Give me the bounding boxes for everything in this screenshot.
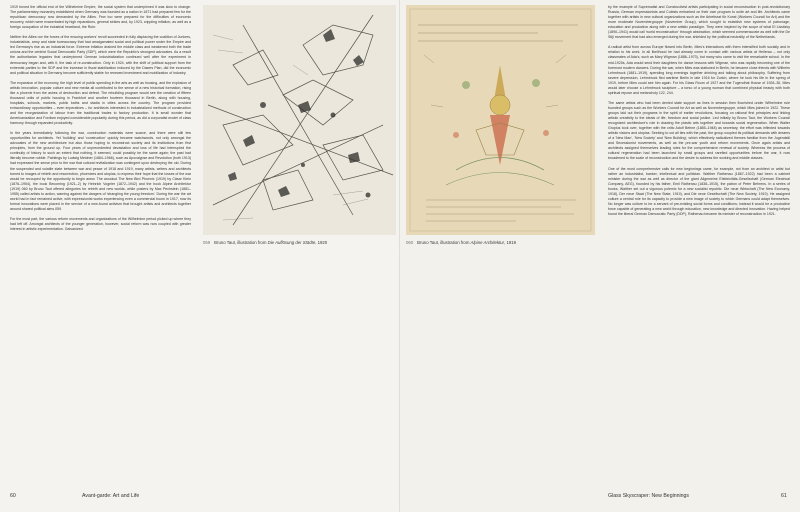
right-text-column xyxy=(608,5,790,482)
right-page xyxy=(400,0,800,512)
paragraph: A radical artist from across Europe flowed into Berlin, Mies's interactions with them intensified both socially and in relation to his work. In all likelihood he had already come in contact with various artists at Hellerau – not only classmates of Ada's, such as Mary Wigman (1886–1973), but many who came to visit the remarkable school. In the mid-1920s, Ada would send their daughters for dance lessons with Wigman, who was rapidly becoming one of the foremost modern dancers. During the war, when Mies was stationed in Berlin, he became close friends with Wilhelm Lehmbruck (1881–1919), spending long evenings together drinking and talking about philosophy. Suffering from severe depression, Lehmbruck fled wartime Berlin in late 1916 for Zurich, where he took his life in the spring of 1919, before Mies could see him again. For his Glass Room of 1927 and the Tugendhat House of 1928–30, Mies would later choose a Lehmbruck sculpture – a torso of a young woman that combined physical beauty with both spiritual repose and melancholy 122, 244. xyxy=(608,45,790,95)
paragraph: by the example of Suprematist and Constructivist artists participating in social reconstruction in post-revolutionary Russia, German expressionists and Cubists embarked on their own program to unite art and life. Architects came together with artists in new cultural organizations such as the Arbeitsrat für Kunst (Workers Council for Art) and the more moderate Novembergruppe (November Group), which sought to establish new systems of patronage, education and production along with a new artistic paradigm. They were inspired by the scope of what El Lissitzky (1890–1941) would call 'world reconstruction' through abstraction, which seemed commensurate as well with the De Stijl movement that had also emerged during the war, shielded by the political neutrality of the Netherlands. xyxy=(608,5,790,40)
folio-page-number: 61 xyxy=(781,493,787,499)
caption-title: Alpine Architektur xyxy=(470,240,505,245)
figure-060-image xyxy=(406,5,595,235)
figure-059-image xyxy=(203,5,396,235)
paragraph: One of the most comprehensive calls for new beginnings came, for example, not from an architect or artist but rather an industrialist, banker, intellectual and politician. Walther Rathenau (1867–1922) had been a cabinet minister during the war as well as director of the giant Allgemeine Elektricitäts-Gesellschaft (German Electrical Company, AEG), founded by his father, Emil Rathenau (1838–1915), the patron of Peter Behrens. In a series of books, Walther set out a vigorous polemic for a new socialist republic: Die neue Wirtschaft (The New Economy, 1918), Der neue Staat (The New State, 1919), and Die neue Gesellschaft (The New Society, 1919). He assigned culture a central role for its capacity to provide a new image of society to which Germans could adapt themselves. No longer was culture to be a servant of pre-existing social forms and conditions; instead it would be a productive force capable of generating a new world through education, new knowledge and directed innovation. Having helped found the liberal German Democratic Party (DDP), Rathenau became its minister of reconstruction in 1921. xyxy=(608,166,790,216)
caption-year: , 1919 xyxy=(504,240,517,245)
caption-text: Bruno Taut, illustration from xyxy=(214,240,268,245)
paragraph: In the years immediately following the war, construction materials were scarce, and there were still few opportunities for architects. Yet 'building' and 'construction' quickly became watchwords, not only amongst the advocates of the new architecture but also those hoping to reconstruct society and its institutions from first principles, from the ground up. Four years of unprecedented devastation and loss of life had interrupted the continuity of history to such an extent that nothing, it seemed, could possibly be the same again; the past had literally become rubble. Paintings by Ludwig Meidner (1884–1966), such as Apocalypse and Revolution (both 1913) had expressed the sense prior to the war that cultural revitalization was contingent upon destroying the old. During the suspended and volatile state between war and peace of 1918 and 1919, many artists, writers and architects turned to images of rebirth and resurrection, phoenixes and utopias, to express their hope that the losses of the war would be recouped by the opportunity to begin anew. The woodcut The New Bird Phoenix (1919) by Cäsar Klein (1876–1954), the book Becoming (1921–2) by Heinrich Vogeler (1872–1942) and the book Alpine Architektur (1919) 060 by Bruno Taut offered allegories for rebirth and new worlds, while posters by Max Pechstein (1881–1955) called artists to action, warning against the dangers of 'strangling the young freedom'. During the war the art world had in fact remained active, with expressionist works experiencing even a commercial boom in 1917, now its formal innovations were placed in the service of a new-found activism that brought artists and architects together around shared political aims 059. xyxy=(10,131,191,211)
caption-text: Bruno Taut, illustration from xyxy=(417,240,471,245)
folio-running-title: Avant-garde: Art and Life xyxy=(82,493,140,499)
paragraph: The same artists who had been denied state support as lines in session then flourished under Wilhelmine rule founded groups such as the Workers Council for Art as well as Novembergruppe, which Mies joined in 1922. These groups laid out their programs in the spirit of earlier revolutions, focusing on rational first principles and linking artistic creativity to the ideals of life, freedom and social justice. Led initially by Bruno Taut, the Workers Council recognized architecture's role in drawing the plastic arts together and towards social regeneration. When Walter Gropius took over, together with the critic Adolf Behne (1885–1948) as secretary, the effort was inflected towards artistic visions and utopias. Seeking to cut all ties with the past, the group coupled its political demands with dreams of a 'New Man', 'New Society' and 'New Building', which effectively radicalized themes familiar from the Jugendstil and Secessionist movements, as well as the pre-war youth and reform movements. Once again artists and architects assigned themselves leading roles for the comprehensive renewal of society. Whereas the process of cultural regeneration had been launched by small groups and rarefied opportunities before the war, it now broadened to the scale of reconstruction and the desire to address the working and middle classes. xyxy=(608,100,790,161)
caption-title: Die Auflösung der Städte xyxy=(267,240,316,245)
figure-060-caption xyxy=(406,240,595,245)
caption-year: , 1920 xyxy=(315,240,328,245)
figure-number: 060 xyxy=(406,240,414,245)
paragraph: 1919 forced the official end of the Wilhelmine Empire, the social system that underpinned it was slow to change. The parliamentary monarchy established when Germany was founded as a nation in 1871 had prepared few for the republican democracy now demanded by the Allies. Few too were prepared for the difficulties of economic recovery, which were exacerbated by high reparations, general strikes and, by 1923, crippling inflation, as well as a foreign occupation of the industrial heartland, the Ruhr. xyxy=(10,5,191,30)
paragraph: For the most part, the various reform movements and organizations of the Wilhelmine period picked up where they had left off. Amongst architects of the younger generation, however, social reform was now coupled with greater interest in artistic experimentation. Galvanized xyxy=(10,216,191,232)
figure-059-caption xyxy=(203,240,396,245)
folio-running-title: Glass Skyscraper: New Beginnings xyxy=(608,493,690,499)
figure-060-drawing xyxy=(406,5,595,235)
figure-059-drawing xyxy=(203,5,396,235)
paragraph: Neither the Allies nor the forces of the ensuing workers' revolt succeeded in fully displacing the coalition of Junkers, industrialists, army and state bureaucracy that had amalgamated social and political power under the Empire and led Germany's rise as an industrial force. Extreme inflation drained the middle class and weakened both the trade unions and the centrist Social Democratic Party (SDP), which were the Republic's strongest advocates. As a result the authoritarian legacies that underpinned German industrialization continued well after the experiment in democracy began and, with it, the task of re-construction. Only in 1924, with the shift of political support from the extremist parties to the SDP and the increase in fiscal stabilization induced by the Dawes Plan, did the economic and political situation in Germany become sufficiently stable for renewed investment and mobilization of industry. xyxy=(10,35,191,75)
folio-page-number: 60 xyxy=(10,493,16,499)
paragraph: The expansion of the economy, the high level of public spending in the arts as well as housing, and the explosion of artistic innovation, popular culture and new media all contributed to the sense of a new historical formation, rising like a phoenix from the ashes of destruction and defeat. The rebuilding program would see the creation of fifteen thousand units of public housing in Frankfurt and another fourteen thousand in Berlin, along with housing, hospitals, schools, markets, public baths and stadia in cities across the country. The program provided extraordinary opportunities – even imperatives – for architects interested in industrialized methods of construction and the reorganization of labour from the traditional trades to factory production. It is small wonder that Americanization and Fordism enjoyed considerable popularity during this period, as did a corporatist model of class harmony through expanded productivity. xyxy=(10,80,191,126)
left-text-column xyxy=(10,5,191,482)
figure-number: 059 xyxy=(203,240,211,245)
